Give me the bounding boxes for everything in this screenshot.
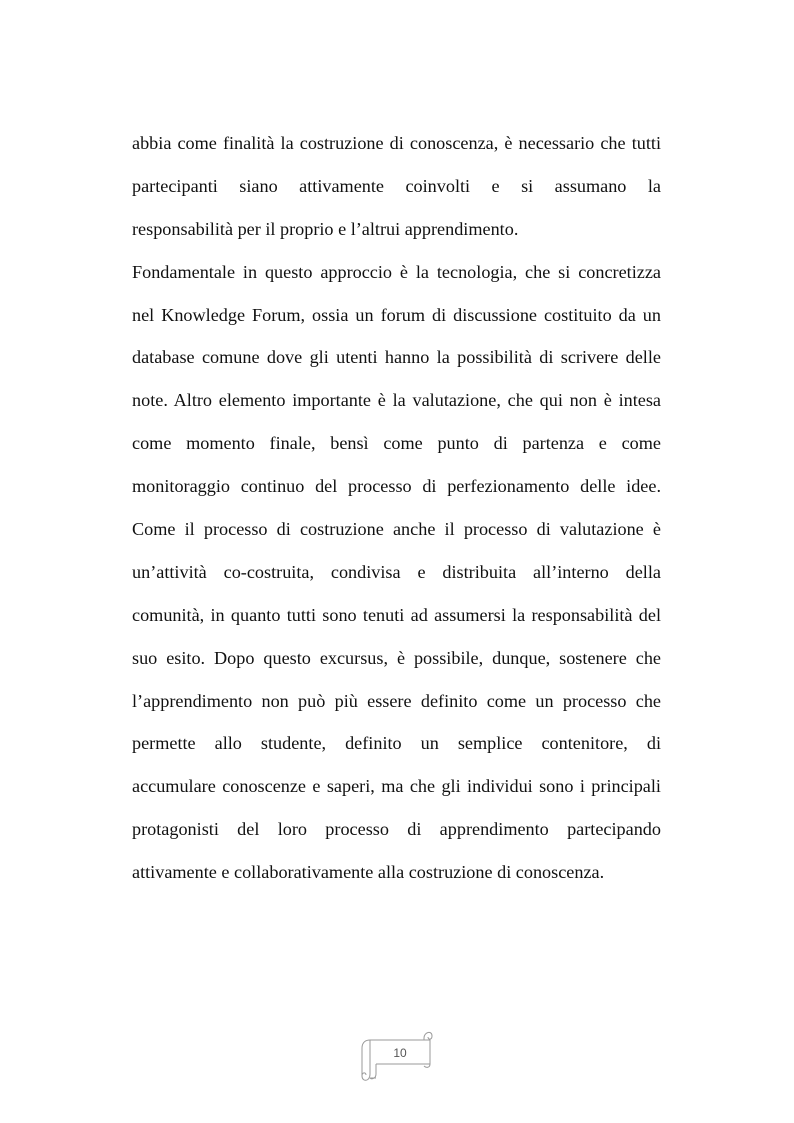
text-line: abbia come finalità la costruzione di conoscenza, è necessario che tutti bbox=[132, 133, 661, 153]
text-line: permette allo studente, definito un semplice contenitore, di bbox=[132, 733, 661, 754]
page-number: 10 bbox=[393, 1046, 407, 1060]
text-line: un’attività co-costruita, condivisa e distribuita all’interno della bbox=[132, 561, 661, 582]
text-line: responsabilità per il proprio e l’altrui apprendimento. bbox=[132, 218, 519, 239]
text-line: l’apprendimento non può più essere definito come un processo che bbox=[132, 690, 661, 711]
text-line: database comune dove gli utenti hanno la possibilità di scrivere delle bbox=[132, 347, 661, 368]
body-text bbox=[132, 122, 661, 894]
page-footer bbox=[358, 1028, 436, 1084]
text-line: suo esito. Dopo questo excursus, è possibile, dunque, sostenere che bbox=[132, 647, 661, 668]
text-line: protagonisti del loro processo di apprendimento partecipando bbox=[132, 819, 661, 840]
text-line: comunità, in quanto tutti sono tenuti ad assumersi la responsabilità del bbox=[132, 604, 661, 625]
text-line: partecipanti siano attivamente coinvolti e si assumano la bbox=[132, 175, 661, 196]
text-line: nel Knowledge Forum, ossia un forum di discussione costituito da un bbox=[132, 304, 661, 325]
text-line: attivamente e collaborativamente alla costruzione di conoscenza. bbox=[132, 862, 605, 883]
text-line: come momento finale, bensì come punto di partenza e come bbox=[132, 433, 661, 454]
text-line: monitoraggio continuo del processo di perfezionamento delle idee. bbox=[132, 476, 661, 497]
text-line: note. Altro elemento importante è la valutazione, che qui non è intesa bbox=[132, 390, 661, 411]
text-line: Fondamentale in questo approccio è la tecnologia, che si concretizza bbox=[132, 261, 661, 282]
text-line: Come il processo di costruzione anche il processo di valutazione è bbox=[132, 519, 661, 540]
text-line: accumulare conoscenze e saperi, ma che gli individui sono i principali bbox=[132, 776, 661, 797]
